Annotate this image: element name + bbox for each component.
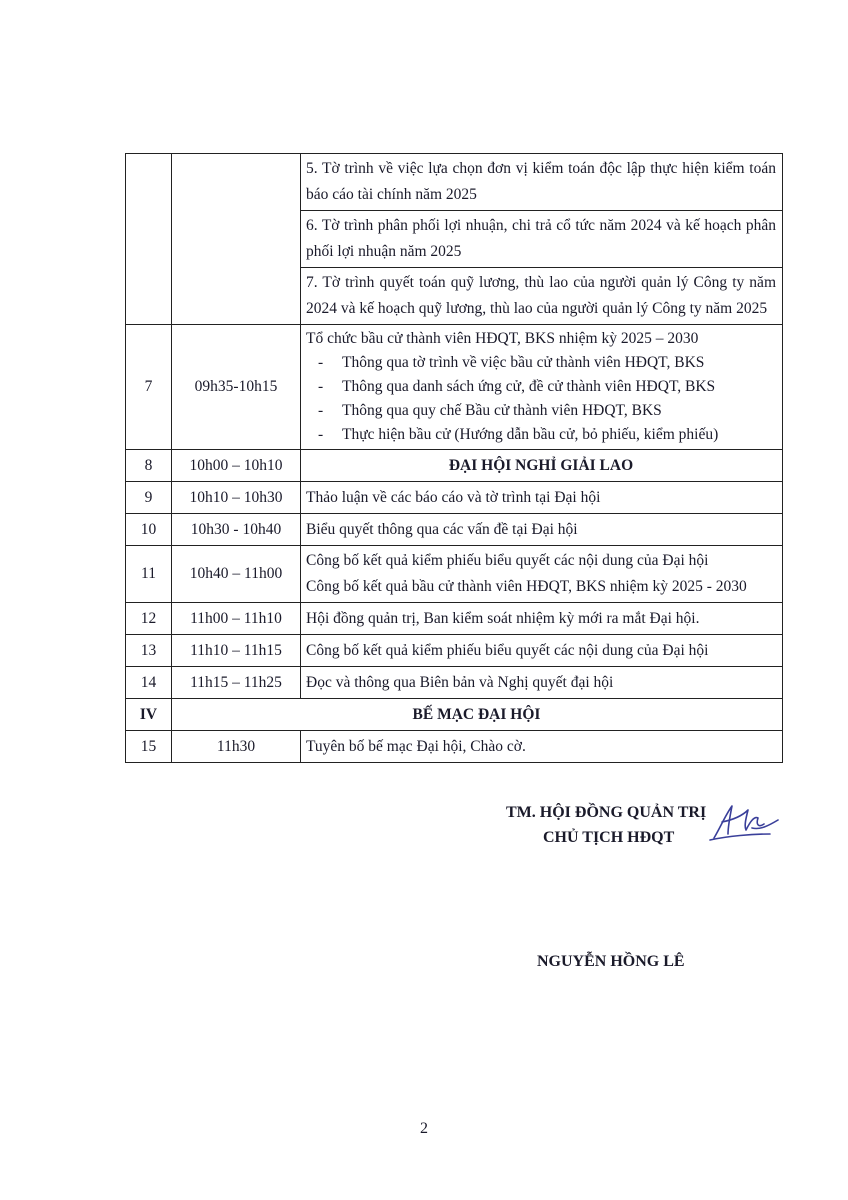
- time-cell: 11h30: [172, 731, 301, 763]
- signatory-title: TM. HỘI ĐỒNG QUẢN TRỊ: [506, 804, 707, 821]
- section-title: BẾ MẠC ĐẠI HỘI: [172, 699, 783, 731]
- no-cell: 7: [126, 325, 172, 450]
- time-cell: 10h30 - 10h40: [172, 514, 301, 546]
- content-cell: ĐẠI HỘI NGHỈ GIẢI LAO: [301, 450, 783, 482]
- time-cell: 10h00 – 10h10: [172, 450, 301, 482]
- no-cell: 8: [126, 450, 172, 482]
- content-cell: Tuyên bố bế mạc Đại hội, Chào cờ.: [301, 731, 783, 763]
- content-line: Công bố kết quả bầu cử thành viên HĐQT, BKS nhiệm kỳ 2025 - 2030: [306, 578, 747, 595]
- content-cell: [301, 546, 783, 603]
- no-cell: 14: [126, 667, 172, 699]
- election-title: Tổ chức bầu cử thành viên HĐQT, BKS nhiệm kỳ 2025 – 2030: [306, 330, 699, 347]
- time-cell: 11h00 – 11h10: [172, 603, 301, 635]
- table-row: [126, 450, 783, 482]
- time-cell: [172, 154, 301, 325]
- content-cell: 5. Tờ trình về việc lựa chọn đơn vị kiểm toán độc lập thực hiện kiểm toán báo cáo tài chính năm 2025: [301, 154, 783, 211]
- content-cell: Biểu quyết thông qua các vấn đề tại Đại hội: [301, 514, 783, 546]
- content-line: Công bố kết quả kiểm phiếu biểu quyết các nội dung của Đại hội: [306, 552, 709, 569]
- no-cell: 15: [126, 731, 172, 763]
- content-cell: 6. Tờ trình phân phối lợi nhuận, chi trả cổ tức năm 2024 và kế hoạch phân phối lợi nhuận năm 2025: [301, 211, 783, 268]
- no-cell: 13: [126, 635, 172, 667]
- time-cell: 11h15 – 11h25: [172, 667, 301, 699]
- table-row: [126, 603, 783, 635]
- no-cell: 12: [126, 603, 172, 635]
- signatory-name: NGUYỄN HỒNG LÊ: [537, 953, 685, 970]
- content-cell: 7. Tờ trình quyết toán quỹ lương, thù lao của người quản lý Công ty năm 2024 và kế hoạch quỹ lương, thù lao của người quản lý Công ty năm 2025: [301, 268, 783, 325]
- handwritten-signature: [708, 800, 784, 844]
- no-cell: 11: [126, 546, 172, 603]
- time-cell: 10h10 – 10h30: [172, 482, 301, 514]
- table-row: [126, 325, 783, 450]
- no-cell: 10: [126, 514, 172, 546]
- table-row: [126, 154, 783, 211]
- table-row: [126, 731, 783, 763]
- time-cell: 09h35-10h15: [172, 325, 301, 450]
- time-cell: 11h10 – 11h15: [172, 635, 301, 667]
- time-cell: 10h40 – 11h00: [172, 546, 301, 603]
- content-cell: [301, 325, 783, 450]
- agenda-table: [125, 153, 783, 763]
- list-item: - Thông qua tờ trình về việc bầu cử thành viên HĐQT, BKS: [314, 351, 776, 375]
- no-cell: 9: [126, 482, 172, 514]
- section-row: [126, 699, 783, 731]
- content-cell: Đọc và thông qua Biên bản và Nghị quyết đại hội: [301, 667, 783, 699]
- list-item: - Thông qua quy chế Bầu cử thành viên HĐQT, BKS: [314, 399, 776, 423]
- election-steps: [306, 351, 776, 447]
- table-row: [126, 514, 783, 546]
- list-item: - Thực hiện bầu cử (Hướng dẫn bầu cử, bỏ phiếu, kiểm phiếu): [314, 423, 776, 447]
- signatory-position: CHỦ TỊCH HĐQT: [543, 829, 675, 846]
- list-item: - Thông qua danh sách ứng cử, đề cử thành viên HĐQT, BKS: [314, 375, 776, 399]
- table-row: [126, 482, 783, 514]
- table-row: [126, 635, 783, 667]
- section-number: IV: [126, 699, 172, 731]
- no-cell: [126, 154, 172, 325]
- page-number: 2: [420, 1120, 428, 1137]
- content-cell: Thảo luận về các báo cáo và tờ trình tại Đại hội: [301, 482, 783, 514]
- table-row: [126, 667, 783, 699]
- content-cell: Hội đồng quản trị, Ban kiểm soát nhiệm kỳ mới ra mắt Đại hội.: [301, 603, 783, 635]
- table-row: [126, 546, 783, 603]
- content-cell: Công bố kết quả kiểm phiếu biểu quyết các nội dung của Đại hội: [301, 635, 783, 667]
